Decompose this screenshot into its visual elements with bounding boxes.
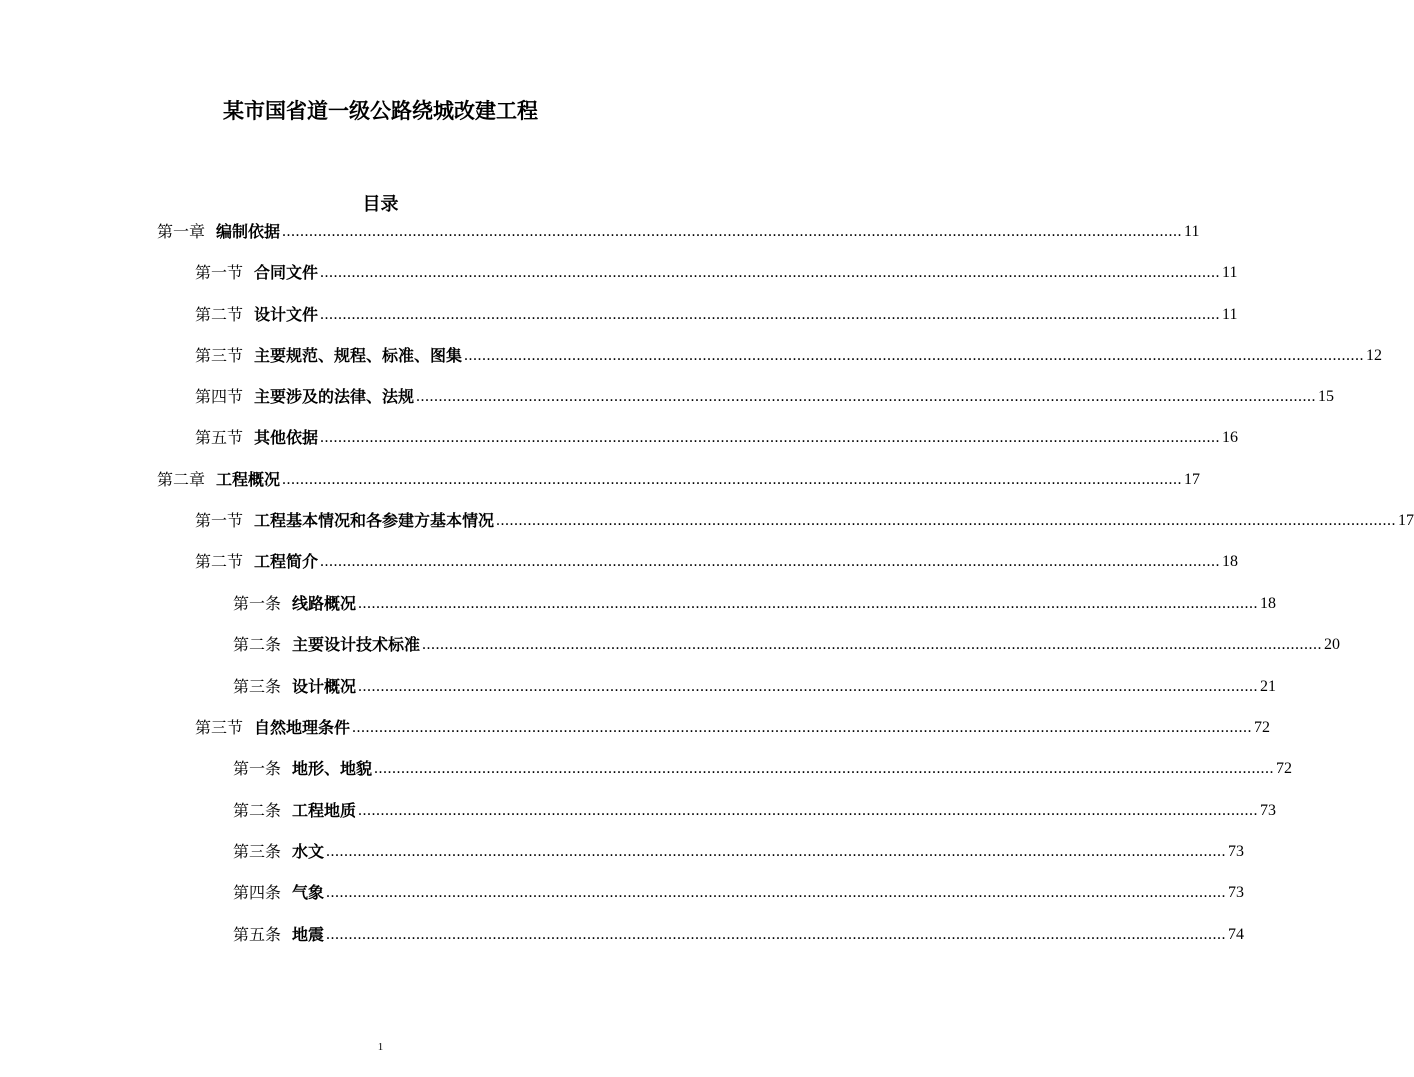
- toc-leader-dots: ........................................................................................................................................................................................................: [326, 926, 1227, 943]
- toc-entry-page: 18: [1260, 595, 1277, 612]
- toc-entry-page: 11: [1222, 306, 1238, 323]
- toc-entry[interactable]: [195, 716, 1271, 738]
- toc-entry-title: 线路概况: [292, 594, 357, 613]
- toc-leader-dots: ........................................................................................................................................................................................................: [320, 429, 1221, 446]
- toc-entry-title: 气象: [292, 883, 325, 902]
- toc-leader-dots: ........................................................................................................................................................................................................: [374, 760, 1275, 777]
- toc-entry-page: 17: [1398, 512, 1414, 529]
- toc-leader-dots: ........................................................................................................................................................................................................: [282, 471, 1183, 488]
- toc-entry-page: 15: [1318, 388, 1335, 405]
- toc-entry-page: 11: [1184, 223, 1200, 240]
- toc-entry-page: 21: [1260, 678, 1277, 695]
- toc-entry-page: 74: [1228, 926, 1245, 943]
- toc-entry[interactable]: [233, 592, 1277, 614]
- page-number: 1: [377, 1041, 384, 1053]
- toc-leader-dots: ........................................................................................................................................................................................................: [416, 388, 1317, 405]
- toc-leader-dots: ........................................................................................................................................................................................................: [496, 512, 1397, 529]
- toc-leader-dots: ........................................................................................................................................................................................................: [320, 553, 1221, 570]
- toc-entry-number: 第三条: [233, 842, 282, 861]
- toc-entry-number: 第三条: [233, 677, 282, 696]
- toc-leader-dots: ........................................................................................................................................................................................................: [358, 802, 1259, 819]
- toc-entry-number: 第五节: [195, 428, 244, 447]
- toc-entry-number: 第四节: [195, 387, 244, 406]
- toc-entry[interactable]: [233, 799, 1277, 821]
- toc-heading: 目录: [362, 194, 399, 215]
- toc-entry-page: 16: [1222, 429, 1239, 446]
- toc-entry-title: 合同文件: [254, 263, 319, 282]
- toc-entry-title: 工程地质: [292, 801, 357, 820]
- toc-entry[interactable]: [195, 509, 1414, 531]
- toc-entry[interactable]: [195, 344, 1383, 366]
- toc-entry[interactable]: [233, 923, 1245, 945]
- toc-entry[interactable]: [195, 385, 1335, 407]
- toc-leader-dots: ........................................................................................................................................................................................................: [326, 843, 1227, 860]
- toc-entry-page: 20: [1324, 636, 1341, 653]
- toc-entry-page: 72: [1254, 719, 1271, 736]
- toc-entry-number: 第三节: [195, 346, 244, 365]
- toc-entry[interactable]: [233, 757, 1293, 779]
- toc-entry-title: 编制依据: [216, 222, 281, 241]
- toc-leader-dots: ........................................................................................................................................................................................................: [464, 347, 1365, 364]
- toc-entry-page: 12: [1366, 347, 1383, 364]
- toc-entry-page: 73: [1260, 802, 1277, 819]
- document-title: 某市国省道一级公路绕城改建工程: [223, 99, 538, 123]
- toc-entry-title: 地震: [292, 925, 325, 944]
- toc-entry[interactable]: [233, 675, 1277, 697]
- toc-entry-title: 工程基本情况和各参建方基本情况: [254, 511, 495, 530]
- toc-entry-number: 第四条: [233, 883, 282, 902]
- toc-leader-dots: ........................................................................................................................................................................................................: [320, 264, 1221, 281]
- toc-entry-number: 第一条: [233, 759, 282, 778]
- toc-leader-dots: ........................................................................................................................................................................................................: [358, 595, 1259, 612]
- toc-entry-title: 地形、地貌: [292, 759, 373, 778]
- toc-entry-page: 17: [1184, 471, 1201, 488]
- toc-leader-dots: ........................................................................................................................................................................................................: [282, 223, 1183, 240]
- toc-leader-dots: ........................................................................................................................................................................................................: [358, 678, 1259, 695]
- toc-entry-number: 第一条: [233, 594, 282, 613]
- toc-entry-number: 第一节: [195, 263, 244, 282]
- toc-entry-number: 第二条: [233, 635, 282, 654]
- toc-entry[interactable]: [195, 550, 1239, 572]
- toc-entry[interactable]: [195, 303, 1238, 325]
- toc-entry[interactable]: [195, 426, 1239, 448]
- toc-entry-page: 11: [1222, 264, 1238, 281]
- toc-leader-dots: ........................................................................................................................................................................................................: [422, 636, 1323, 653]
- toc-entry-page: 73: [1228, 884, 1245, 901]
- toc-entry-title: 水文: [292, 842, 325, 861]
- toc-entry-title: 自然地理条件: [254, 718, 351, 737]
- toc-entry[interactable]: [157, 468, 1201, 490]
- toc-entry-title: 主要涉及的法律、法规: [254, 387, 415, 406]
- toc-entry-number: 第二节: [195, 305, 244, 324]
- toc-entry-number: 第五条: [233, 925, 282, 944]
- toc-leader-dots: ........................................................................................................................................................................................................: [326, 884, 1227, 901]
- toc-entry-page: 18: [1222, 553, 1239, 570]
- toc-leader-dots: ........................................................................................................................................................................................................: [320, 306, 1221, 323]
- toc-leader-dots: ........................................................................................................................................................................................................: [352, 719, 1253, 736]
- toc-entry[interactable]: [233, 840, 1245, 862]
- toc-entry-number: 第一章: [157, 222, 206, 241]
- toc-entry[interactable]: [195, 261, 1238, 283]
- toc-entry-title: 主要规范、规程、标准、图集: [254, 346, 463, 365]
- toc-entry-title: 设计文件: [254, 305, 319, 324]
- toc-entry-title: 工程简介: [254, 552, 319, 571]
- toc-entry-page: 73: [1228, 843, 1245, 860]
- toc-entry-number: 第三节: [195, 718, 244, 737]
- toc-entry-number: 第二章: [157, 470, 206, 489]
- toc-entry[interactable]: [157, 220, 1200, 242]
- toc-entry-title: 设计概况: [292, 677, 357, 696]
- toc-entry-number: 第二条: [233, 801, 282, 820]
- toc-entry[interactable]: [233, 881, 1245, 903]
- toc-entry-page: 72: [1276, 760, 1293, 777]
- toc-entry-title: 主要设计技术标准: [292, 635, 421, 654]
- toc-entry[interactable]: [233, 633, 1341, 655]
- toc-entry-title: 其他依据: [254, 428, 319, 447]
- toc-entry-title: 工程概况: [216, 470, 281, 489]
- toc-entry-number: 第二节: [195, 552, 244, 571]
- toc-entry-number: 第一节: [195, 511, 244, 530]
